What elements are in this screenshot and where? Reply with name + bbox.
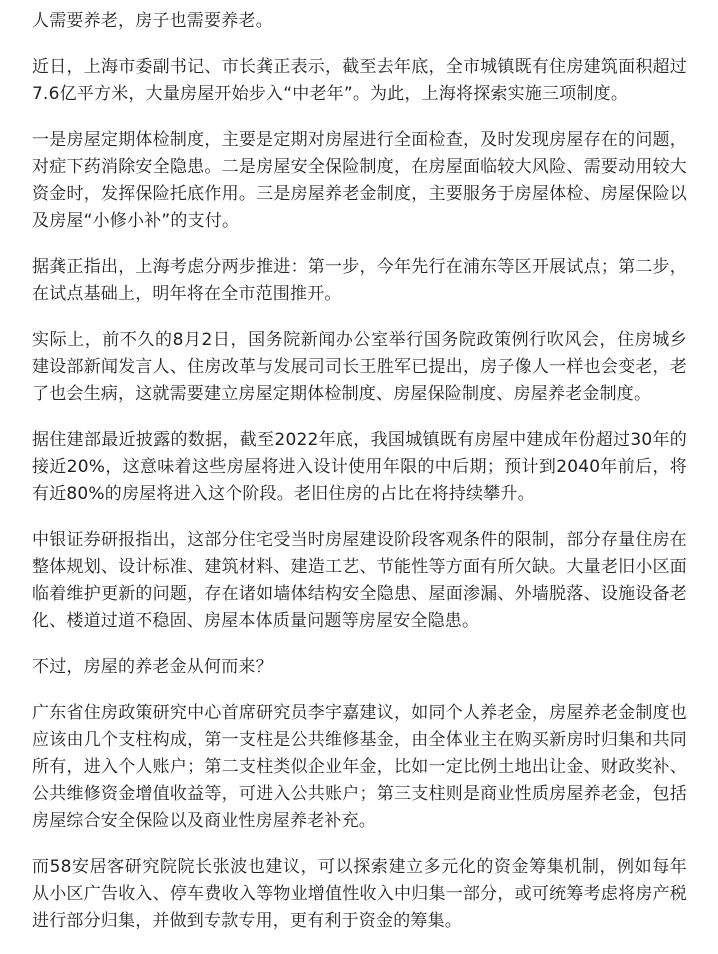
- paragraph-research-report: 中银证券研报指出，这部分住宅受当时房屋建设阶段客观条件的限制，部分存量住房在整体规划、设计标准、建筑材料、建造工艺、节能性等方面有所欠缺。大量老旧小区面临着维护更新的问题，存在诸如墙体结构安全隐患、屋面渗漏、外墙脱落、设施设备老化、楼道过道不稳固、房屋本体质量问题等房屋安全隐患。: [32, 530, 687, 631]
- paragraph-shanghai-announcement: 近日，上海市委副书记、市长龚正表示，截至去年底，全市城镇既有住房建筑面积超过7.6亿平方米，大量房屋开始步入“中老年”。为此，上海将探索实施三项制度。: [32, 57, 687, 104]
- paragraph-question: 不过，房屋的养老金从何而来？: [32, 657, 273, 677]
- paragraph-funding-mechanism: 而58安居客研究院院长张波也建议，可以探索建立多元化的资金筹集机制，例如每年从小区广告收入、停车费收入等物业增值性收入中归集一部分，或可统筹考虑将房产税进行部分归集，并做到专款专用，更有利于资金的筹集。: [32, 857, 687, 931]
- paragraph-three-systems: 一是房屋定期体检制度，主要是定期对房屋进行全面检查，及时发现房屋存在的问题，对症下药消除安全隐患。二是房屋安全保险制度，在房屋面临较大风险、需要动用较大资金时，发挥保险托底作用。三是房屋养老金制度，主要服务于房屋体检、房屋保险以及房屋“小修小补”的支付。: [32, 130, 687, 231]
- paragraph-intro: 人需要养老，房子也需要养老。: [32, 11, 273, 31]
- paragraph-three-pillars: 广东省住房政策研究中心首席研究员李宇嘉建议，如同个人养老金，房屋养老金制度也应该由几个支柱构成，第一支柱是公共维修基金，由全体业主在购买新房时归集和共同所有，进入个人账户；第二支柱类似企业年金，比如一定比例土地出让金、财政奖补、公共维修资金增值收益等，可进入公共账户；第三支柱则是商业性质房屋养老金，包括房屋综合安全保险以及商业性房屋养老补充。: [32, 703, 687, 831]
- paragraph-two-steps: 据龚正指出，上海考虑分两步推进：第一步，今年先行在浦东等区开展试点；第二步，在试点基础上，明年将在全市范围推开。: [32, 257, 687, 304]
- paragraph-state-council-briefing: 实际上，前不久的8月2日，国务院新闻办公室举行国务院政策例行吹风会，住房城乡建设部新闻发言人、住房改革与发展司司长王胜军已提出，房子像人一样也会变老，老了也会生病，这就需要建立房屋定期体检制度、房屋保险制度、房屋养老金制度。: [32, 330, 687, 404]
- paragraph-housing-data: 据住建部最近披露的数据，截至2022年底，我国城镇既有房屋中建成年份超过30年的接近20%，这意味着这些房屋将进入设计使用年限的中后期；预计到2040年前后，将有近80%的房屋将进入这个阶段。老旧住房的占比在将持续攀升。: [32, 430, 687, 504]
